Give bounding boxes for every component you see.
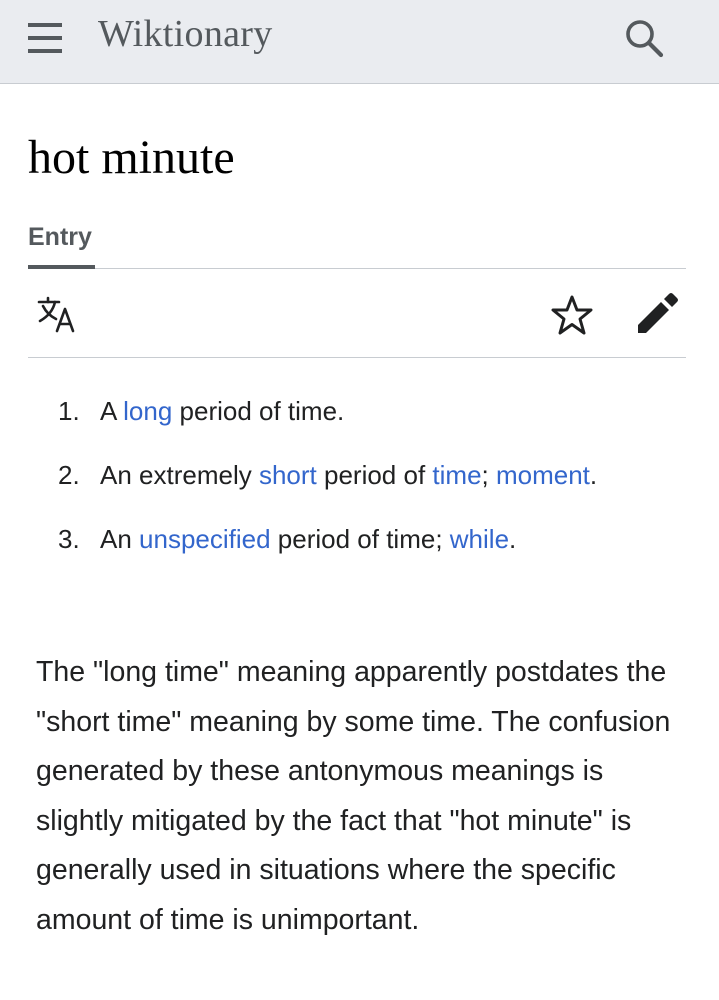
definition-text-part: .	[589, 460, 598, 490]
page-tabs	[28, 216, 686, 269]
page-title: hot minute	[28, 131, 235, 184]
definition-text-part: period of	[316, 460, 433, 490]
pencil-icon	[632, 289, 680, 337]
definition-text	[100, 459, 597, 491]
definition-number: 2.	[58, 460, 80, 490]
definition-link[interactable]: time	[432, 460, 482, 490]
translate-icon	[36, 295, 82, 335]
page-actions-bar	[28, 269, 686, 358]
definition-link[interactable]: short	[258, 460, 317, 490]
definition-link[interactable]: long	[123, 396, 173, 426]
definition-text-part: An	[100, 524, 140, 554]
definition-text	[100, 523, 516, 555]
definition-link[interactable]: while	[449, 524, 510, 554]
definition-text-part: A	[100, 396, 124, 426]
definition-text-part: period of time;	[270, 524, 450, 554]
main-menu-button[interactable]	[24, 16, 72, 60]
definition-text-part: .	[509, 524, 517, 554]
search-icon	[620, 14, 668, 62]
usage-note-text: The "long time" meaning apparently postdates the "short time" meaning by some time. The confusion generated by these antonymous meanings is slightly mitigated by the fact that "hot minute" is generally used in situations where the specific amount of time is unimportant.	[36, 656, 671, 936]
site-title[interactable]: Wiktionary	[98, 13, 273, 55]
definition-number: 1.	[58, 396, 80, 426]
definition-text-part: ;	[481, 460, 496, 490]
tab-entry[interactable]: Entry	[28, 223, 92, 251]
watch-button[interactable]	[550, 293, 594, 337]
edit-button[interactable]	[632, 289, 680, 337]
definition-number: 3.	[58, 524, 80, 554]
hamburger-menu-icon	[24, 16, 72, 60]
definition-text-part: An extremely	[100, 460, 259, 490]
search-button[interactable]	[620, 14, 668, 62]
star-icon	[550, 293, 594, 337]
definition-link[interactable]: unspecified	[139, 524, 271, 554]
definition-link[interactable]: moment	[495, 460, 590, 490]
language-button[interactable]	[36, 295, 82, 335]
top-bar	[0, 0, 719, 84]
definition-text-part: period of time.	[172, 396, 345, 426]
definition-text	[100, 395, 344, 427]
